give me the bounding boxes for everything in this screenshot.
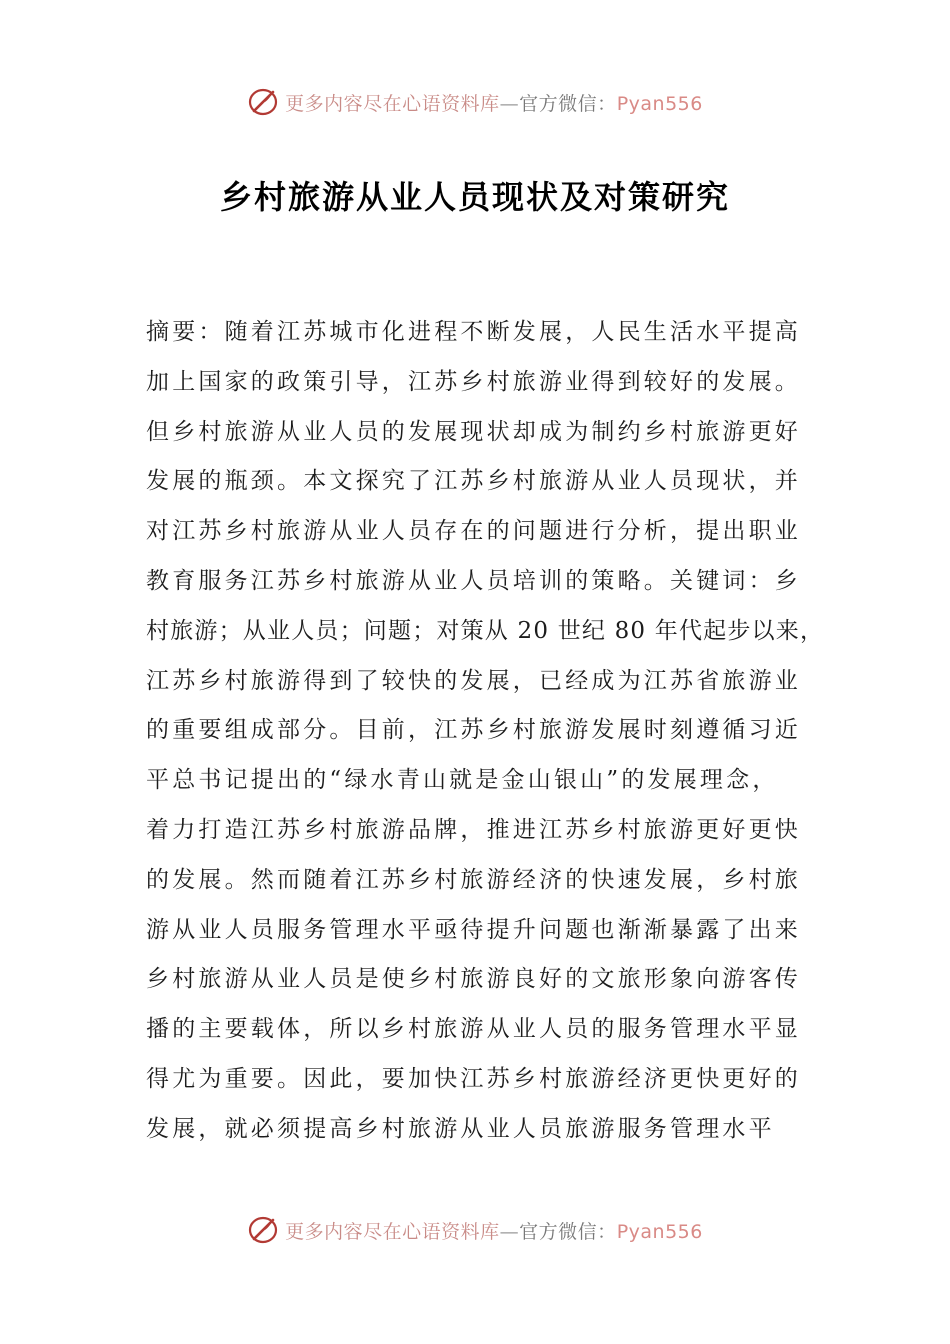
banner-wechat-label: 官方微信： — [519, 1220, 617, 1243]
banner-wechat-label: 官方微信： — [519, 92, 617, 115]
body-line: 加上国家的政策引导，江苏乡村旅游业得到较好的发展。 — [146, 368, 801, 395]
body-line: 教育服务江苏乡村旅游从业人员培训的策略。关键词：乡 — [146, 567, 801, 594]
body-line: 游从业人员服务管理水平亟待提升问题也渐渐暴露了出来 — [146, 916, 801, 943]
body-line: 的发展。然而随着江苏乡村旅游经济的快速发展，乡村旅 — [146, 866, 801, 893]
body-line: 摘要：随着江苏城市化进程不断发展，人民生活水平提高 — [146, 319, 801, 345]
header-watermark-banner — [0, 82, 950, 122]
body-line: 对江苏乡村旅游从业人员存在的问题进行分析，提出职业 — [146, 518, 801, 545]
body-line: 江苏乡村旅游得到了较快的发展，已经成为江苏省旅游业 — [146, 667, 801, 694]
quill-logo-icon — [247, 1213, 281, 1247]
quill-logo-icon — [247, 85, 281, 119]
document-title: 乡村旅游从业人员现状及对策研究 — [219, 178, 730, 216]
banner-dash: — — [499, 1220, 520, 1243]
banner-wechat-id: Pyan556 — [616, 1220, 703, 1243]
banner-main-text: 更多内容尽在心语资料库 — [285, 1220, 500, 1243]
body-line: 平总书记提出的“绿水青山就是金山银山”的发展理念， — [146, 767, 779, 794]
body-line: 但乡村旅游从业人员的发展现状却成为制约乡村旅游更好 — [146, 418, 801, 445]
body-line: 的重要组成部分。目前，江苏乡村旅游发展时刻遵循习近 — [146, 717, 801, 744]
body-line: 得尤为重要。因此，要加快江苏乡村旅游经济更快更好的 — [146, 1065, 801, 1092]
footer-watermark-banner — [0, 1210, 950, 1250]
body-line: 发展，就必须提高乡村旅游从业人员旅游服务管理水平 — [146, 1115, 775, 1142]
body-line: 乡村旅游从业人员是使乡村旅游良好的文旅形象向游客传 — [146, 966, 801, 993]
banner-dash: — — [499, 92, 520, 115]
body-line: 村旅游；从业人员；问题；对策从 20 世纪 80 年代起步以来， — [146, 617, 825, 644]
banner-main-text: 更多内容尽在心语资料库 — [285, 92, 500, 115]
document-body — [146, 308, 825, 1155]
banner-wechat-id: Pyan556 — [616, 92, 703, 115]
body-line: 着力打造江苏乡村旅游品牌，推进江苏乡村旅游更好更快 — [146, 816, 801, 843]
body-line: 播的主要载体，所以乡村旅游从业人员的服务管理水平显 — [146, 1016, 801, 1043]
body-line: 发展的瓶颈。本文探究了江苏乡村旅游从业人员现状，并 — [146, 468, 801, 495]
